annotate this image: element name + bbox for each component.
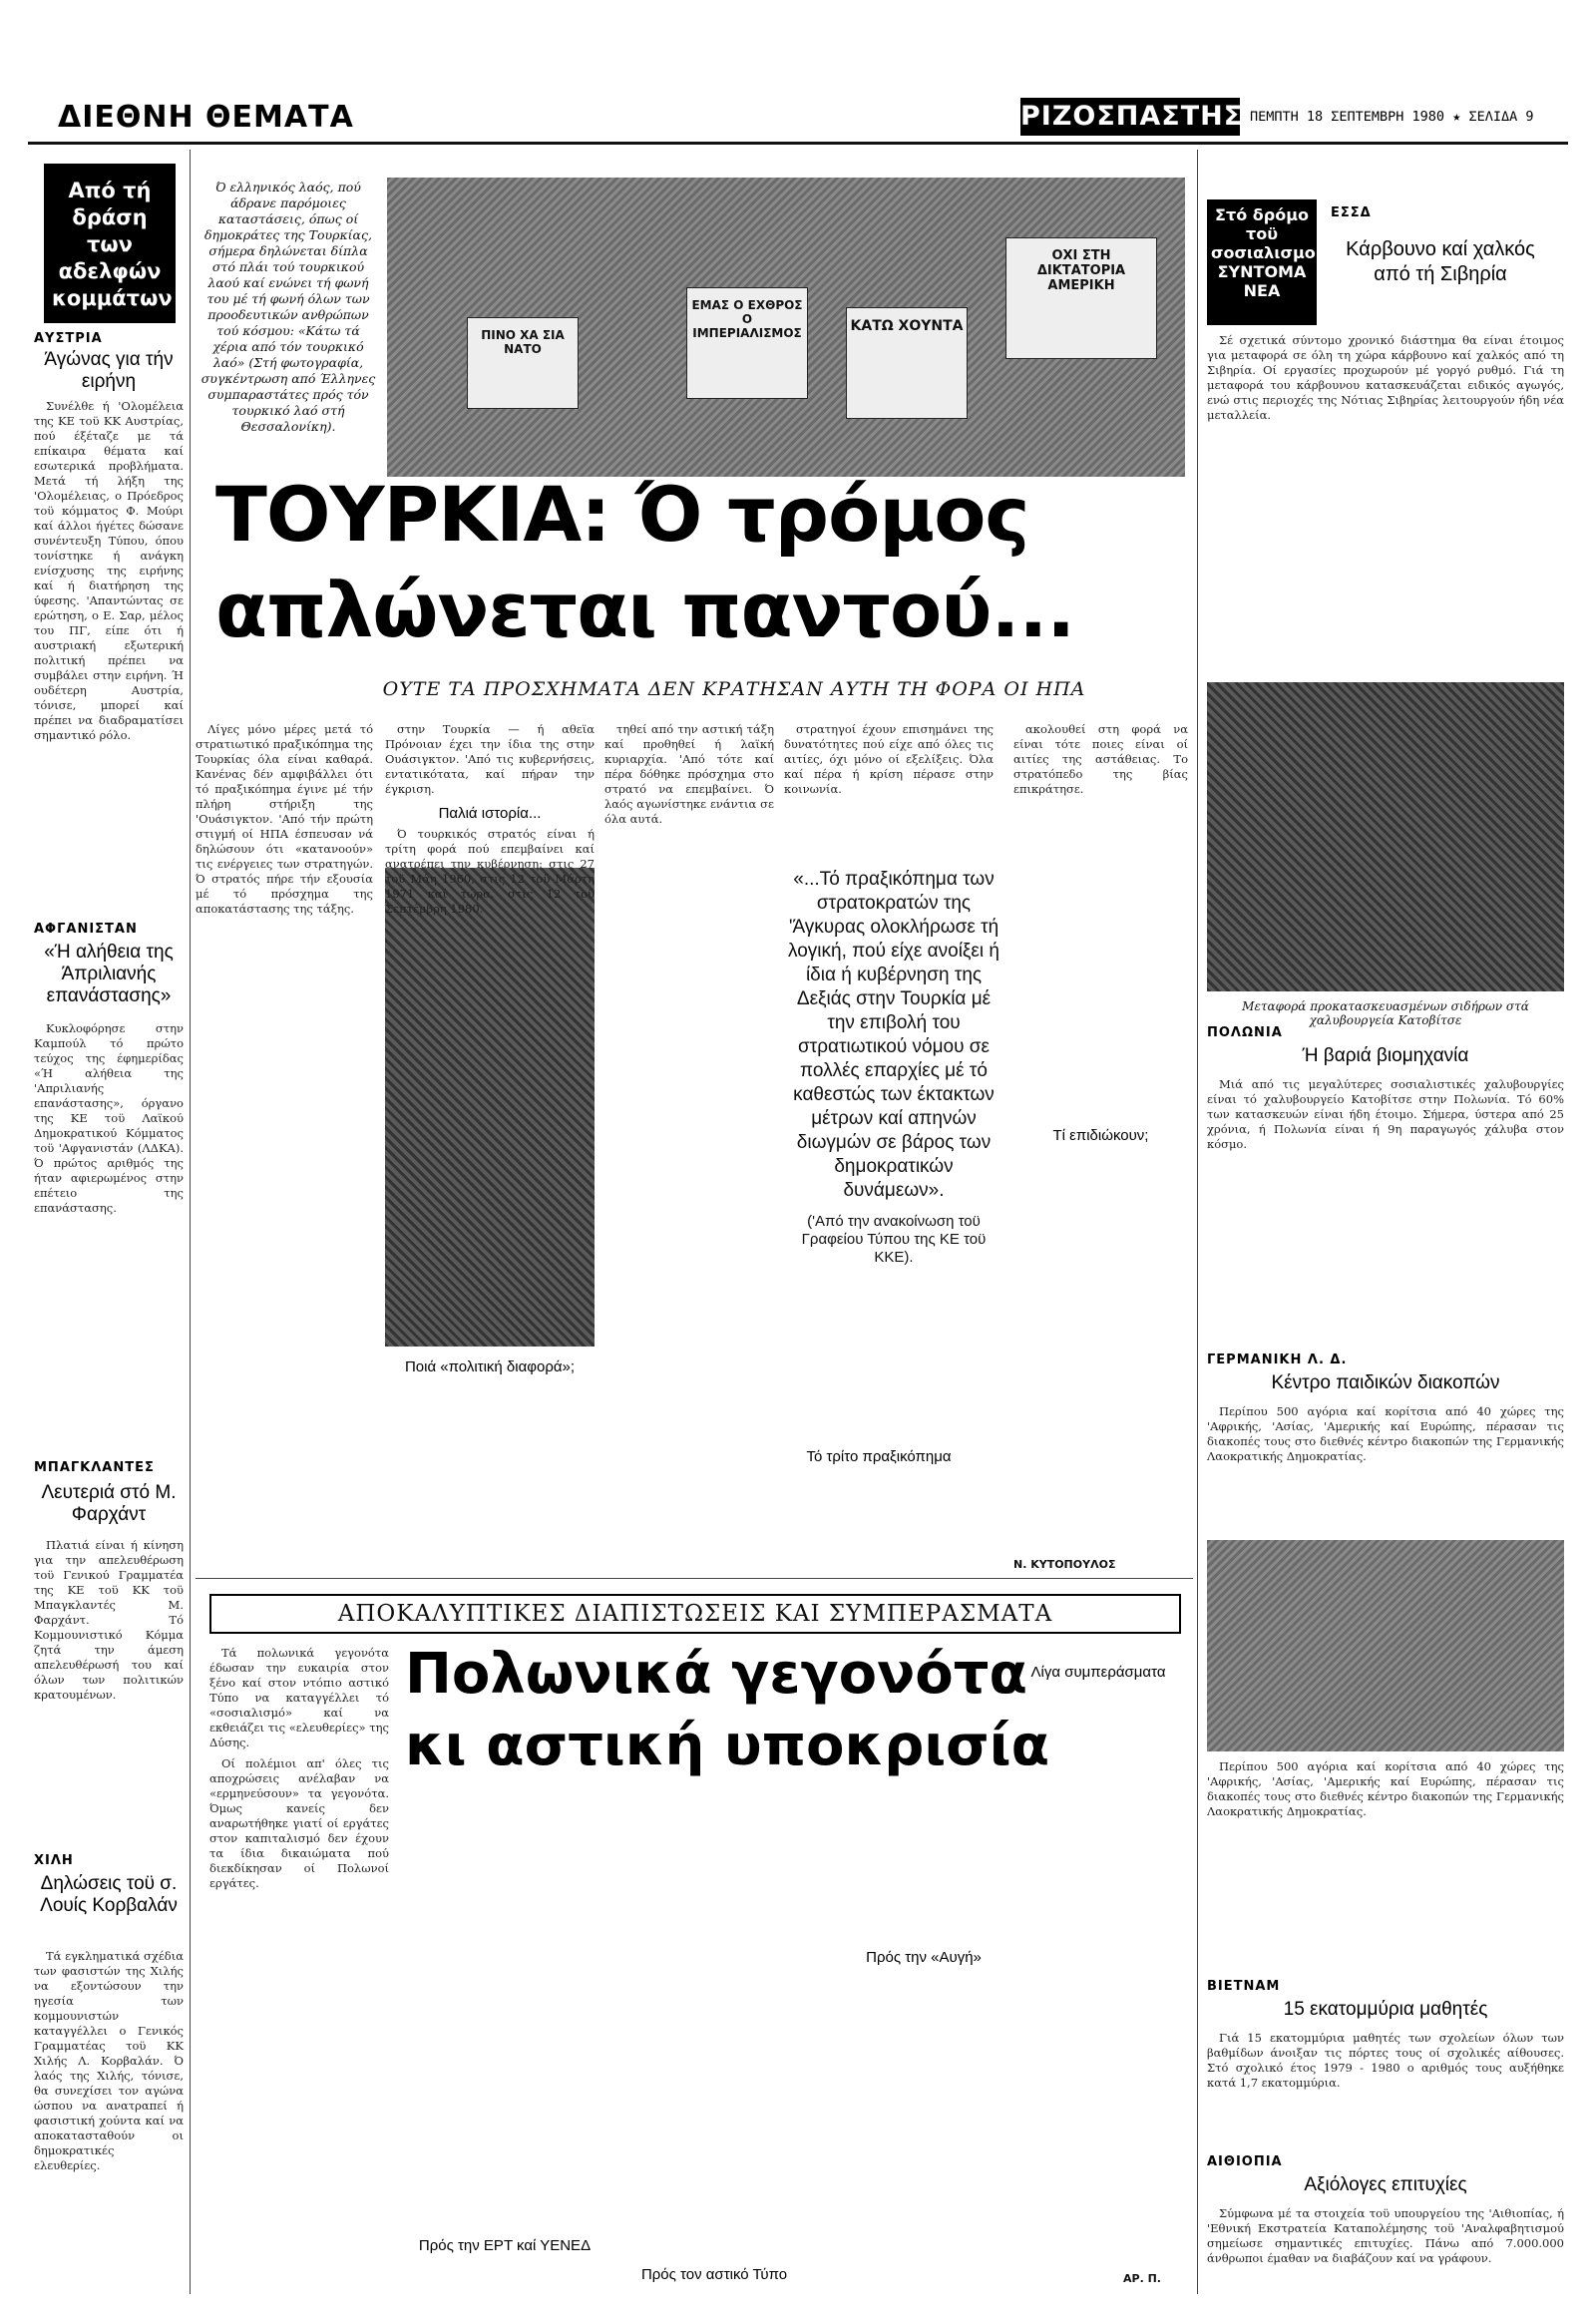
turkey-bottom-rule [196,1578,1193,1579]
turkey-col-5-text: ακολουθεί στη φορά να είναι τότε ποιες είναι οί αιτίες της αστάθειας. Το στρατόπεδο της βίας επικράτησε. [1013,722,1188,796]
dateline: ΠΕΜΠΤΗ 18 ΣΕΠΤΕΜΒΡΗ 1980 ★ ΣΕΛΙΔΑ 9 [1250,109,1534,125]
gdr-kicker: ΓΕΡΜΑΝΙΚΗ Λ. Δ. [1207,1353,1348,1367]
ethiopia-headline: Αξιόλογες επιτυχίες [1304,2174,1467,2195]
section-title: ΔΙΕΘΝΗ ΘΕΜΑΤΑ [58,100,354,135]
gdr-body-cont-text: Περίπου 500 αγόρια καί κορίτσια από 40 χώρες της 'Αφρικής, 'Ασίας, 'Αμερικής καί Ευρώπης, πέρασαν τις διακοπές τους στο διεθνές κέντρο διακοπών της Γερμανικής Λαοκρατικής Δημοκρατίας. [1207,1759,1564,1818]
bangladesh-body-text: Πλατιά είναι ή κίνηση για την απελευθέρωση τοϋ Γενικού Γραμματέα της ΚΕ τοϋ ΚΚ τοϋ Μπαγκλαντές Μ. Φαρχάντ. Τό Κομμουνιστικό Κόμμα ζητά την άμεση απελευθέρωσή του καί όλων των πολιτικών κρατουμένων. [34,1538,184,1702]
aims-heading: Τί επιδιώκουν; [1052,1127,1149,1144]
turkey-subheadline: ΟΥΤΕ ΤΑ ΠΡΟΣΧΗΜΑΤΑ ΔΕΝ ΚΡΑΤΗΣΑΝ ΑΥΤΗ ΤΗ ΦΟΡΑ ΟΙ ΗΠΑ [382,678,1086,700]
bangladesh-body [34,1538,184,1847]
turkey-story [196,150,1193,1576]
poland-story [196,1586,1193,2296]
austria-body [34,399,184,914]
placard-4-text: ΟΧΙ ΣΤΗ ΔΙΚΤΑΤΟΡΙΑ ΑΜΕΡΙΚΗ [1036,248,1126,293]
ethiopia-kicker: ΑΙΘΙΟΠΙΑ [1207,2154,1283,2169]
socialism-news-box-title: Στό δρόμο τοϋ σοσιαλισμού ΣΥΝΤΟΜΑ ΝΕΑ [1211,205,1327,300]
turkey-headline-line2: απλώνεται παντού... [215,566,1075,654]
austria-headline: Άγώνας για τήν ειρήνη [44,349,174,392]
poland-right-body [1207,1077,1564,1347]
poland-sub-avgi: Πρός την «Αυγή» [866,1949,982,1966]
vietnam-kicker: ΒΙΕΤΝΑΜ [1207,1979,1281,1994]
turkey-col-5 [1013,722,1188,1460]
poland-lead-text: Τά πολωνικά γεγονότα έδωσαν την ευκαιρία στον ξένο καί στον ντόπιο αστικό Τύπο να καταγγέλλει τό «σοσιαλισμό» καί να εκθειάζει τις «ελευθερίες» της Δύσης. [209,1646,389,1749]
chile-headline: Δηλώσεις τοϋ σ. Λουίς Κορβαλάν [40,1873,178,1916]
turkey-headline-line1: ΤΟΥΡΚΙΑ: Ό τρόμος [215,470,1029,559]
placard-1-text: ΠΙΝΟ ΧΑ ΣΙΑ ΝΑΤΟ [481,328,565,356]
afghanistan-body [34,1021,184,1454]
gdr-body [1207,1404,1564,1534]
placard-3-text: ΚΑΤΩ ΧΟΥΝΤΑ [850,318,964,334]
demonstration-photo [387,178,1185,477]
turkey-col-2a [385,722,595,916]
placard-1 [467,317,579,409]
turkey-col-3-text: τηθεί από την αστική τάξη καί προθηθεί ή λαϊκή κυριαρχία. 'Από τότε καί πέρα δόθηκε πρόσχημα στο στρατό να επεμβαίνει. Ό λαός αγωνίστηκε ενάντια σε όλα αυτά. [604,722,774,826]
kke-quote [784,868,1003,1297]
vietnam-body-text: Γιά 15 εκατομμύρια μαθητές των σχολείων όλων των βαθμίδων άνοιξαν τις πόρτες τους οί σχολικές αίθουσες. Στό σχολικό έτος 1979 - 1980 ο αριθμός τους αυξήθηκε κατά 1,7 εκατομμύρια. [1207,2031,1564,2090]
masthead-text: ΡΙΖΟΣΠΑΣΤΗΣ [1020,101,1244,132]
afghanistan-body-text: Κυκλοφόρησε στην Καμπούλ τό πρώτο τεύχος της έφημερίδας «Ή αλήθεια της 'Απριλιανής επανάστασης», όργανο της ΚΕ τοϋ Λαϊκού Δημοκρατικού Κόμματος τοϋ 'Αφγανιστάν (ΛΔΚΑ). Ό πρώτος αριθμός της ήταν αφιερωμένος στην επέτειο της επανάστασης. [34,1021,184,1215]
kke-quote-text: «...Τό πραξικόπημα των στρατοκρατών της 'Άγκυρας ολοκλήρωσε τή λογική, πού είχε ανοίξει ή ίδια ή κυβέρνηση της Δεξιάς στην Τουρκία μέ την επιβολή του στρατιωτικού νόμου σε πολλές επαρχίες μέ τό καθεστώς των έκτακτων μέτρων καί απηνών διωγμών σε βάρος των δημοκρατικών δυνάμεων». [788,869,999,1201]
vietnam-headline: 15 εκατομμύρια μαθητές [1283,1999,1488,2020]
left-column-rule [190,150,191,2294]
political-difference-heading: Ποιά «πολιτική διαφορά»; [404,1358,576,1375]
turkey-signature: Ν. ΚΥΤΟΠΟΥΛΟΣ [1013,1558,1116,1571]
gdr-headline: Κέντρο παιδικών διακοπών [1271,1372,1500,1393]
afghanistan-headline: «Ή αλήθεια της Άπριλιανής επανάστασης» [44,942,174,1006]
afghanistan-kicker: ΑΦΓΑΝΙΣΤΑΝ [34,922,138,937]
poland-lead [209,1646,389,2284]
poland-headline-line1: Πολωνικά γεγονότα [405,1642,1027,1707]
poland-sub-press: Πρός τον αστικό Τύπο [640,2266,788,2283]
ussr-body [1207,333,1564,672]
placard-3 [846,307,968,419]
party-news-box [44,164,176,323]
turkey-col-1 [196,722,373,1460]
gdr-body-cont [1207,1759,1564,1969]
poland-body-text: Οί πολέμιοι απ' όλες τις αποχρώσεις ανέλαβαν να «ερμηνεύσουν» τα γεγονότα. Όμως κανείς δεν αναρωτήθηκε γιατί οί εργάτες στον καπιταλισμό δεν έχουν τα ίδια δικαιώματα πού διεκδίκησαν οί Πολωνοί εργάτες. [209,1756,389,1890]
header-rule [28,142,1568,145]
ethiopia-body [1207,2206,1564,2296]
turkey-col-3 [604,722,774,1460]
placard-2 [686,287,808,399]
page-header [28,96,1568,140]
austria-body-text: Συνέλθε ή 'Ολομέλεια της ΚΕ τοϋ ΚΚ Αυστρίας, πού έξέταζε με τά επίκαιρα θέματα καί εσωτερικά προβλήματα. Μετά τή λήξη της 'Ολομέλειας, ο Πρόεδρος τοϋ κόμματος Φ. Μούρι καί άλλοι ήγέτες δώσανε συνέντευξη Τύπου, όπου τονίστηκε ή ανάγκη ενίσχυσης της ειρήνης καί ή διατήρηση της ύφεσης. 'Απαντώντας σε ερώτηση, ο Ε. Σαρ, μέλος του ΠΓ, είπε ότι ή αυστριακή εξωτερική πολιτική πρέπει να συμβάλει στην ειρήνη. Ή ουδέτερη Αυστρία, τόνισε, μπορεί καί πρέπει να διαδραματίσει σημαντικό ρόλο. [34,399,184,742]
vietnam-body [1207,2031,1564,2150]
poland-kicker: ΠΟΛΩΝΙΑ [1207,1025,1283,1040]
third-coup-heading: Τό τρίτο πραξικόπημα [806,1448,952,1465]
left-column [34,154,184,2298]
poland-right-headline: Ή βαριά βιομηχανία [1302,1045,1469,1066]
ussr-body-text: Σέ σχετικά σύντομο χρονικό διάστημα θα είναι έτοιμος για μεταφορά σε όλη τη χώρα κάρβουνο καί χαλκός από τη Σιβηρία. Οί εργασίες προχωρούν μέ γοργό ρυθμό. Γιά τη μεταφορά του κάρβουνου κατασκευάζεται ειδικός αγωγός, ενώ στις περιοχές της Νότιας Σιβηρίας λειτουργούν ήδη νέα μεταλλεία. [1207,333,1564,422]
masthead-logo [1020,98,1244,136]
poland-sub-conclusions: Λίγα συμπεράσματα [1030,1664,1166,1681]
poland-banner-text: ΑΠΟΚΑΛΥΠΤΙΚΕΣ ΔΙΑΠΙΣΤΩΣΕΙΣ ΚΑΙ ΣΥΜΠΕΡΑΣΜΑΤΑ [337,1601,1053,1627]
right-column-rule [1197,150,1198,2294]
turkey-col-2a-text: στην Τουρκία — ή αθεϊα Πρόνοιαν έχει την ίδια της στην Ουάσιγκτον. 'Από τις κυβερνήσεις, εντατικότατα, καί πήραν την έγκριση. [385,722,595,796]
turkey-col-4-text: στρατηγοί έχουν επισημάνει της δυνατότητες πού είχε από όλες τις αιτίες, όχι μόνο οί εξελίξεις. Όλα καί πέρα ή κρίση πέρασε στην κοινωνία. [784,722,994,796]
poland-banner [209,1594,1181,1634]
steelworks-caption: Μεταφορά προκατασκευασμένων σιδήρων στά χαλυβουργεία Κατοβίτσε [1242,999,1529,1027]
turkey-col-2b-text: Ό τουρκικός στρατός είναι ή τρίτη φορά πού επεμβαίνει καί ανατρέπει την κυβέρνηση: στις 27 τοϋ Μάη 1960, στις 12 τοϋ Μάρτη 1971 καί τώρα, στις 12 τοϋ Σεπτέμβρη 1980. [385,827,595,916]
chile-body [34,1949,184,2288]
poland-sub-ert: Πρός την ΕΡΤ καί ΥΕΝΕΔ [418,2237,592,2254]
march-photo [385,868,595,1347]
turkey-col-1-text: Λίγες μόνο μέρες μετά τό στρατιωτικό πραξικόπημα της Τουρκίας όλα είναι καθαρά. Κανένας δέν αμφιβάλλει ότι τό πραξικόπημα έγινε μέ τήν πλήρη στήριξη της 'Ουάσιγκτον. 'Από τήν πρώτη στιγμή οί ΗΠΑ έσπευσαν νά δηλώσουν ότι «κατανοούν» τις ενέργειες των στρατηγών. Ό στρατός πήρε τήν εξουσία μέ τό πρόσχημα της αποκατάστασης της τάξης. [196,722,373,916]
poland-right-body-text: Μιά από τις μεγαλύτερες σοσιαλιστικές χαλυβουργίες είναι τό χαλυβουργείο Κατοβίτσε στην Πολωνία. Τό 60% των κατασκευών είναι ήδη έτοιμο. Σήμερα, ύστερα από 25 χρόνια, ή Πολωνία είναι ή 9η παραγωγός χάλυβα στον κόσμο. [1207,1077,1564,1151]
bangladesh-headline: Λευτεριά στό Μ. Φαρχάντ [41,1482,177,1525]
kke-quote-source: ('Από την ανακοίνωση τοϋ Γραφείου Τύπου της ΚΕ τοϋ ΚΚΕ). [801,1213,987,1266]
placard-4 [1005,237,1157,359]
ussr-headline: Κάρβουνο καί χαλκός από τή Σιβηρία [1346,238,1535,285]
ethiopia-body-text: Σύμφωνα μέ τα στοιχεία τοϋ υπουργείου της 'Αιθιοπίας, ή 'Εθνική Εκστρατεία Καταπολέμησης τοϋ 'Αναλφαβητισμού σημείωσε σημαντικές επιτυχίες. Πάνω από 7.000.000 άνθρωποι έμαθαν να διαβάζουν καί να γράφουν. [1207,2206,1564,2265]
chile-kicker: ΧΙΛΗ [34,1853,74,1868]
socialism-news-box [1207,199,1327,325]
turkey-photo-caption [200,180,377,435]
children-camp-photo [1207,1540,1564,1751]
steelworks-photo [1207,682,1564,991]
gdr-body-text: Περίπου 500 αγόρια καί κορίτσια από 40 χώρες της 'Αφρικής, 'Ασίας, 'Αμερικής καί Ευρώπης, πέρασαν τις διακοπές τους στο διεθνές κέντρο διακοπών της Γερμανικής Λαοκρατικής Δημοκρατίας. [1207,1404,1564,1463]
poland-signature: ΑΡ. Π. [1123,2272,1161,2285]
turkey-photo-caption-text: Ό ελληνικός λαός, πού άδρανε παρόμοιες καταστάσεις, όπως οί δημοκράτες της Τουρκίας, σήμερα δηλώνεται δίπλα στό πλάι τού τουρκικού λαού καί ενώνει τή φωνή του μέ τή φωνή όλων των προοδευτικών ανθρώπων τού κόσμου: «Κάτω τά χέρια από τόν τουρκικό λαό» (Στή φωτογραφία, συγκέντρωση από Έλληνες συμπαραστάτες πρός τόν τουρκικό λαό στή Θεσσαλονίκη). [200,180,376,434]
bangladesh-kicker: ΜΠΑΓΚΛΑΝΤΕΣ [34,1460,155,1475]
ussr-kicker: ΕΣΣΔ [1331,205,1372,220]
placard-2-text: ΕΜΑΣ Ο ΕΧΘΡΟΣ Ο ΙΜΠΕΡΙΑΛΙΣΜΟΣ [691,298,803,340]
poland-headline-line2: κι αστική υποκρισία [405,1714,1050,1778]
turkey-col-4 [784,722,994,862]
right-column [1207,154,1564,2298]
chile-body-text: Τά εγκληματικά σχέδια των φασιστών της Χιλής να εξοντώσουν την ηγεσία των κομμουνιστών καταγγέλλει ο Γενικός Γραμματέας τοϋ ΚΚ Χιλής Λ. Κορβαλάν. Ό λαός της Χιλής, τόνισε, θα συνεχίσει τον αγώνα ώσπου να ανατραπεί ή φασιστική χούντα καί να αποκατασταθούν οι δημοκρατικές ελευθερίες. [34,1949,184,2172]
old-story-heading: Παλιά ιστορία... [438,805,542,822]
austria-kicker: ΑΥΣΤΡΙΑ [34,331,103,346]
party-news-box-title: Από τή δράση των αδελφών κομμάτων [52,179,173,310]
